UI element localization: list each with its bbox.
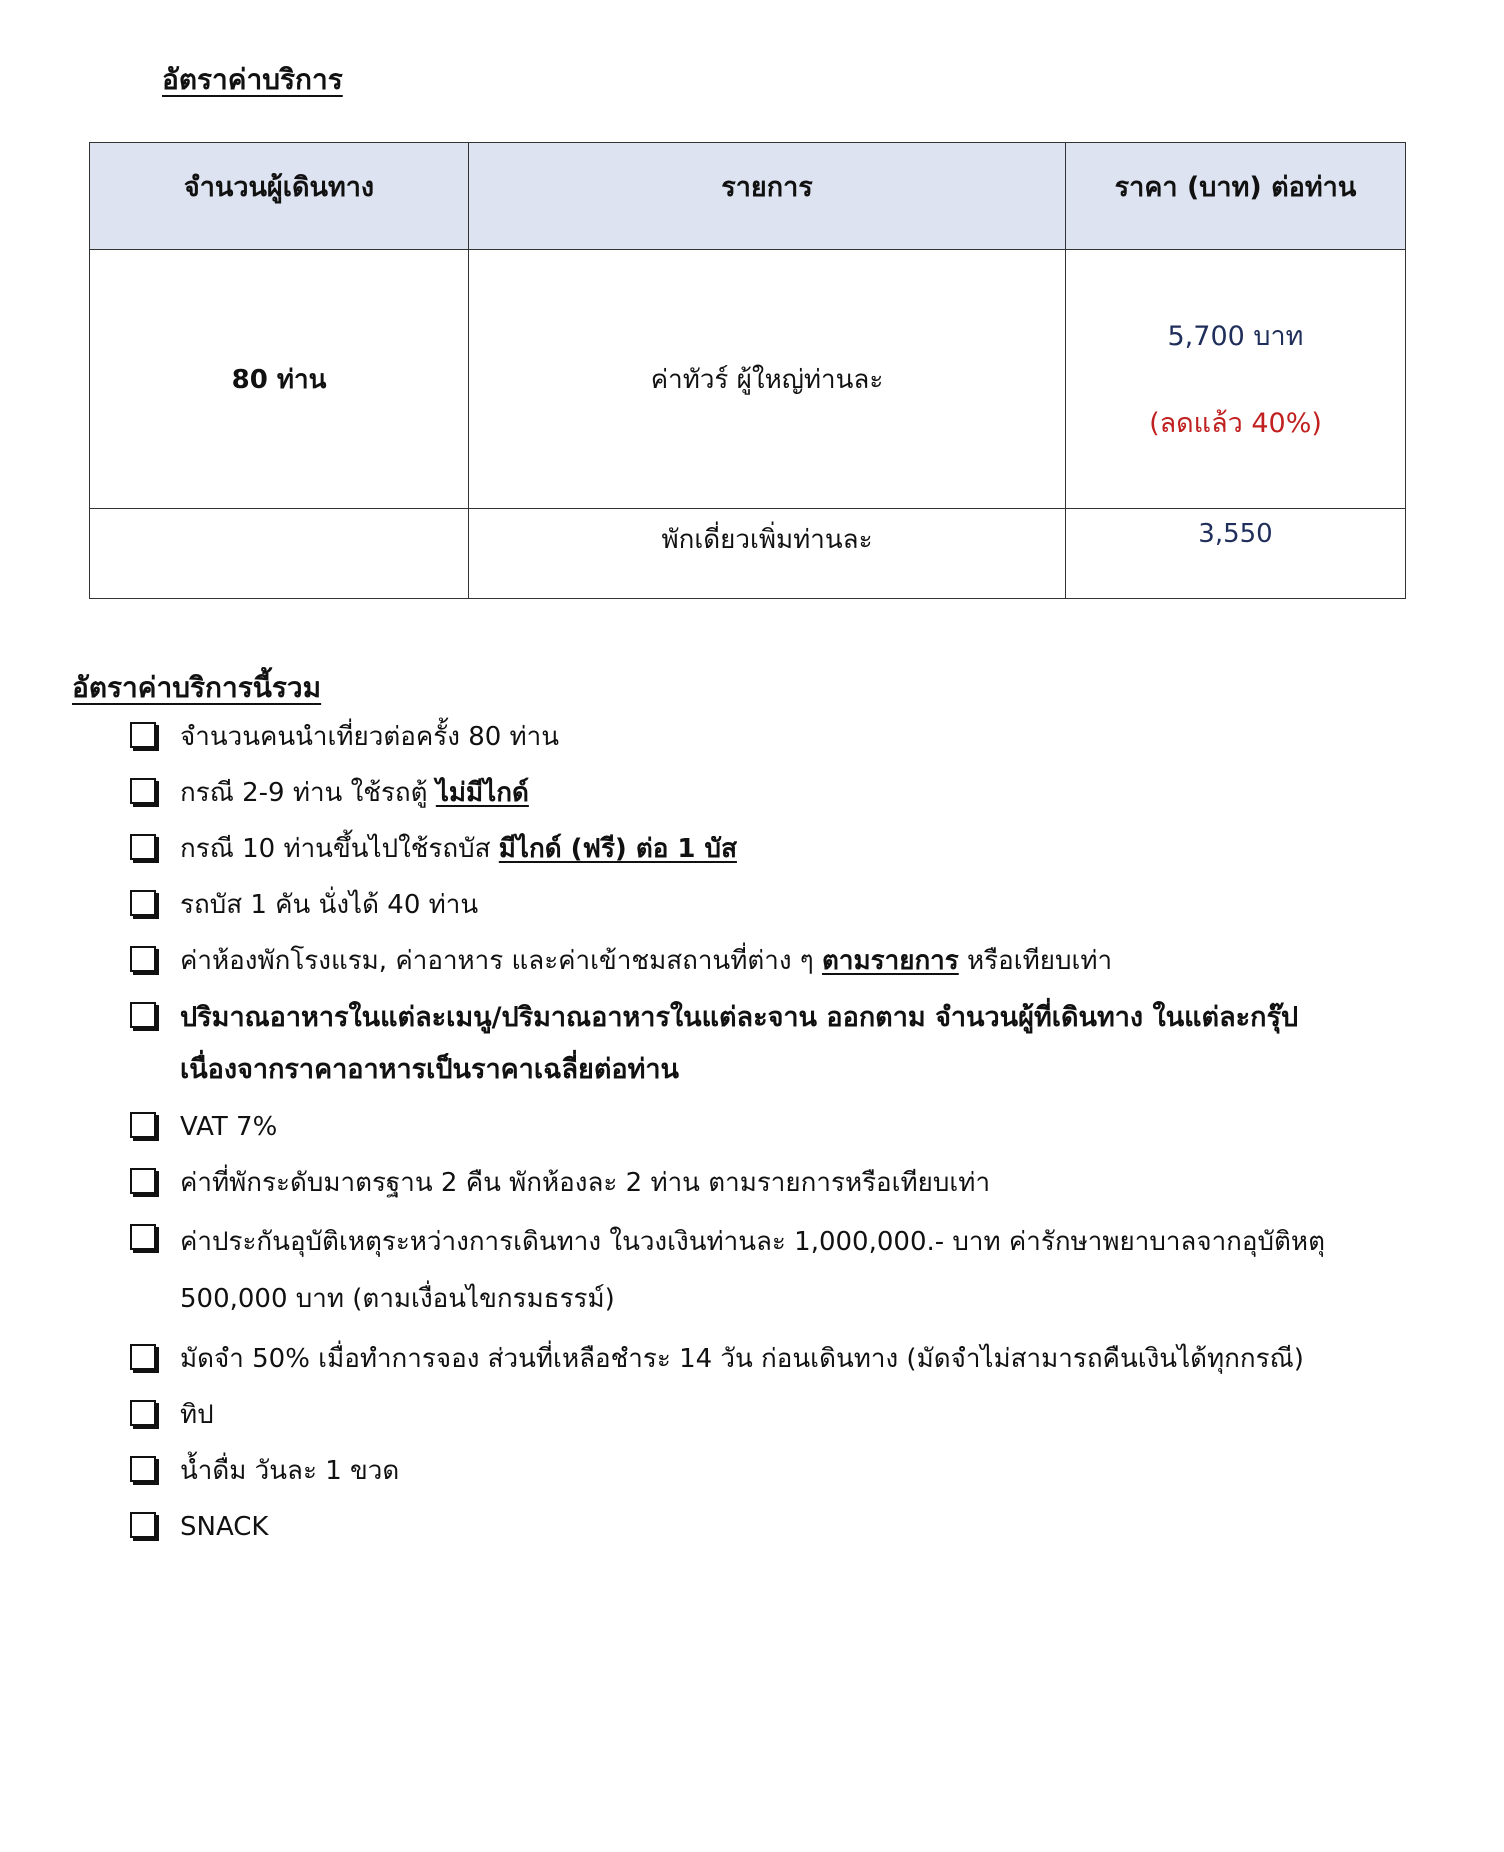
- cell-price: [1066, 250, 1406, 509]
- item-emphasis: มีไกด์ (ฟรี) ต่อ 1 บัส: [498, 834, 737, 864]
- item-text: น้ำดื่ม วันละ 1 ขวด: [180, 1456, 400, 1486]
- list-item: [126, 1214, 1386, 1328]
- checkbox-icon: [130, 778, 156, 804]
- checkbox-icon: [130, 1400, 156, 1426]
- checkbox-icon: [130, 946, 156, 972]
- list-item: [126, 1334, 1386, 1384]
- table-row: [90, 250, 1406, 509]
- list-item: [126, 936, 1386, 986]
- list-item: [126, 1102, 1386, 1152]
- list-item: [126, 1158, 1386, 1208]
- cell-price: [1066, 509, 1406, 599]
- item-text: ค่าห้องพักโรงแรม, ค่าอาหาร และค่าเข้าชมสถานที่ต่าง ๆ: [180, 946, 823, 976]
- item-emphasis: ตามรายการ: [822, 946, 959, 976]
- price-value: 5,700 บาท: [1167, 321, 1304, 352]
- cell-travelers: 80 ท่าน: [90, 250, 469, 509]
- list-item: [126, 1390, 1386, 1440]
- cell-travelers: [90, 509, 469, 599]
- item-text: SNACK: [180, 1512, 269, 1542]
- includes-list: [126, 712, 1386, 1558]
- list-item: [126, 712, 1386, 762]
- checkbox-icon: [130, 1002, 156, 1028]
- list-item: [126, 1446, 1386, 1496]
- item-text: ทิป: [180, 1400, 214, 1430]
- checkbox-icon: [130, 1456, 156, 1482]
- list-item: [126, 768, 1386, 818]
- item-text: มัดจำ 50% เมื่อทำการจอง ส่วนที่เหลือชำระ 14 วัน ก่อนเดินทาง (มัดจำไม่สามารถคืนเงินได้ทุกกรณี): [180, 1344, 1304, 1374]
- table-row: [90, 509, 1406, 599]
- price-value: 3,550: [1198, 519, 1273, 549]
- header-item: รายการ: [469, 143, 1066, 250]
- price-discount: (ลดแล้ว 40%): [1149, 408, 1322, 439]
- list-item: [126, 880, 1386, 930]
- list-item: [126, 1502, 1386, 1552]
- checkbox-icon: [130, 1224, 156, 1250]
- header-price: ราคา (บาท) ต่อท่าน: [1066, 143, 1406, 250]
- list-item: [126, 824, 1386, 874]
- item-text-after: หรือเทียบเท่า: [958, 946, 1113, 976]
- checkbox-icon: [130, 890, 156, 916]
- header-travelers: จำนวนผู้เดินทาง: [90, 143, 469, 250]
- cell-item: [469, 250, 1066, 509]
- item-text: ปริมาณอาหารในแต่ละเมนู/ปริมาณอาหารในแต่ละจาน ออกตาม จำนวนผู้ที่เดินทาง ในแต่ละกรุ๊ป เนื่องจากราคาอาหารเป็นราคาเฉลี่ยต่อท่าน: [180, 1002, 1299, 1085]
- cell-item: พักเดี่ยวเพิ่มท่านละ: [469, 509, 1066, 599]
- cell-item-text: ค่าทัวร์ ผู้ใหญ่ท่านละ: [650, 364, 884, 395]
- list-item: [126, 992, 1386, 1096]
- item-text: จำนวนคนนำเที่ยวต่อครั้ง 80 ท่าน: [180, 722, 560, 752]
- rate-table: [89, 142, 1406, 599]
- checkbox-icon: [130, 1168, 156, 1194]
- checkbox-icon: [130, 834, 156, 860]
- checkbox-icon: [130, 1112, 156, 1138]
- item-text: ค่าที่พักระดับมาตรฐาน 2 คืน พักห้องละ 2 ท่าน ตามรายการหรือเทียบเท่า: [180, 1168, 991, 1198]
- table-header-row: [90, 143, 1406, 250]
- includes-heading: อัตราค่าบริการนี้รวม: [72, 671, 322, 704]
- item-emphasis: ไม่มีไกด์: [435, 778, 529, 808]
- item-text: VAT 7%: [180, 1112, 278, 1142]
- checkbox-icon: [130, 722, 156, 748]
- page-title: อัตราค่าบริการ: [162, 63, 343, 96]
- checkbox-icon: [130, 1344, 156, 1370]
- item-text: ค่าประกันอุบัติเหตุระหว่างการเดินทาง ในวงเงินท่านละ 1,000,000.- บาท ค่ารักษาพยาบาลจากอุบัติหตุ 500,000 บาท (ตามเงื่อนไขกรมธรรม์): [180, 1227, 1325, 1314]
- item-text: รถบัส 1 คัน นั่งได้ 40 ท่าน: [180, 890, 479, 920]
- checkbox-icon: [130, 1512, 156, 1538]
- item-text: กรณี 2-9 ท่าน ใช้รถตู้: [180, 778, 436, 808]
- item-text: กรณี 10 ท่านขึ้นไปใช้รถบัส: [180, 834, 499, 864]
